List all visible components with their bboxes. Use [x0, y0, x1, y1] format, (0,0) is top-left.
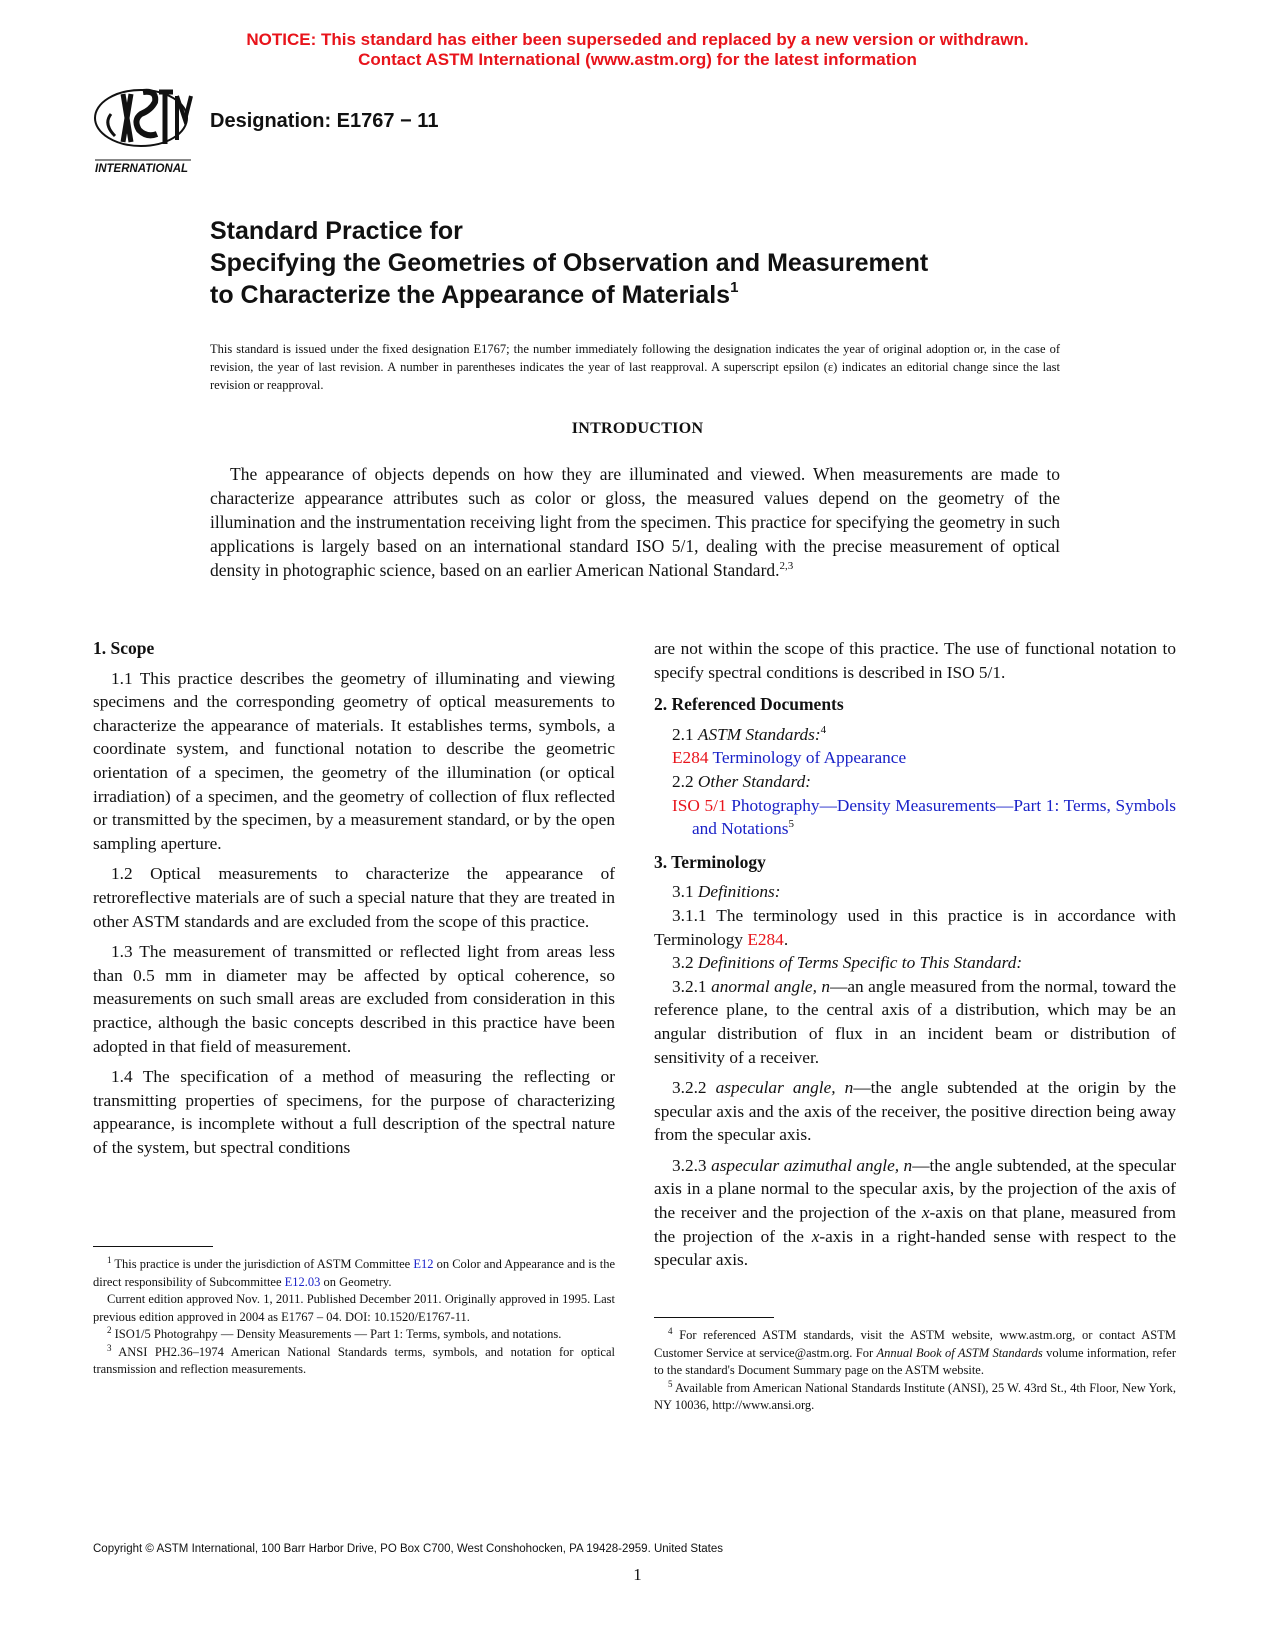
- introduction-heading: INTRODUCTION: [571, 420, 704, 437]
- definition-3-2-3-text-a: —the angle subtended, at the specular axis in a plane normal to the specular axis, by the projection of the axis of the receiver and the projection of the: [654, 1155, 1176, 1223]
- footnote-1-text-c: on Geometry.: [320, 1274, 392, 1289]
- footnote-5-mark: 5: [668, 1378, 673, 1389]
- right-column: [654, 637, 1176, 1279]
- terminology-3-2: [654, 951, 1176, 975]
- other-standard-title: Other Standard:: [697, 771, 812, 791]
- astm-standards-number: 2.1: [672, 724, 698, 744]
- terminology-e284-link[interactable]: E284: [747, 929, 784, 949]
- definition-3-2-2-term: aspecular angle, n: [715, 1078, 854, 1098]
- terminology-3-1-title: Definitions:: [697, 882, 781, 902]
- footnote-3: [93, 1344, 615, 1379]
- introduction-text: The appearance of objects depends on how they are illuminated and viewed. When measurements are made to characterize appearance attributes such as color or gloss, the measured values depend on the geometry of the illumination and the instrumentation receiving light from the specimen. This practice for specifying the geometry in such applications is largely based on an international standard ISO 5/1, dealing with the precise measurement of optical density in photographic science, based on an earlier American National Standard.: [210, 464, 1060, 580]
- document-title: [210, 215, 1110, 311]
- other-standard-label: [654, 770, 1176, 794]
- scope-1-1: 1.1 This practice describes the geometry of illuminating and viewing specimens and the corresponding geometry of optical measurements to characterize the appearance of materials. It establishes terms, symbols, a coordinate system, and functional notation to describe the geometric orientation of a specimen, the geometry of the illumination (or optical irradiation) of a specimen, and the geometry of collection of flux reflected or transmitted by the specimen, by a measurement standard, or by the open sampling aperture.: [93, 668, 615, 853]
- ref-e284-title[interactable]: Terminology of Appearance: [712, 748, 907, 768]
- footnote-4-text-a: For referenced ASTM standards, visit the ASTM website, www.astm.org, or contact ASTM Customer Service at service@astm.org. For: [654, 1328, 1176, 1360]
- terminology-3-1-number: 3.1: [672, 882, 698, 902]
- ref-iso-5-1[interactable]: [654, 794, 1176, 841]
- footnote-1-edition: Current edition approved Nov. 1, 2011. Published December 2011. Originally approved in 1995. Last previous edition approved in 2004 as E1767 – 04. DOI: 10.1520/E1767-11.: [93, 1292, 615, 1324]
- definition-3-2-1-number: 3.2.1: [672, 976, 712, 996]
- definition-3-2-3-number: 3.2.3: [672, 1155, 712, 1175]
- definition-3-2-2-number: 3.2.2: [672, 1078, 716, 1098]
- terminology-3-1-1-end: .: [783, 929, 789, 949]
- committee-e12-link[interactable]: E12: [413, 1257, 434, 1271]
- definition-3-2-3-text-c: -axis in a right-handed sense with respect to the specular axis.: [654, 1226, 1176, 1270]
- footnote-4: [654, 1327, 1176, 1380]
- scope-1-4: 1.4 The specification of a method of measuring the reflecting or transmitting properties of specimens, for the purpose of characterizing appearance, is incomplete without a full description of the spectral nature of the system, but spectral conditions: [93, 1067, 615, 1157]
- footnotes-right: [654, 1327, 1176, 1415]
- definition-3-2-3-x1: x: [921, 1203, 930, 1223]
- definition-anormal-angle: [654, 975, 1176, 1069]
- footnote-1: [93, 1256, 615, 1291]
- scope-1-3: 1.3 The measurement of transmitted or reflected light from areas less than 0.5 mm in diameter may be affected by optical coherence, so measurements on such small areas are excluded from consideration in this practice, although the basic concepts described in this practice have been adopted in that field of measurement.: [93, 942, 615, 1056]
- scope-heading: 1. Scope: [93, 638, 155, 658]
- astm-standards-ref: 4: [820, 723, 827, 736]
- page-number: 1: [633, 1565, 642, 1584]
- astm-logo: [93, 84, 203, 174]
- footnote-divider-right: [654, 1317, 774, 1318]
- footnote-4-mark: 4: [668, 1326, 673, 1336]
- introduction-body: [210, 462, 1060, 582]
- astm-standards-label: [654, 723, 1176, 747]
- footnote-1-mark: 1: [107, 1255, 112, 1265]
- definition-3-2-1-text: —an angle measured from the normal, toward the reference plane, to the central axis of a distribution, which may be an angular distribution of flux in an incident beam or distribution of sensitivity of a receiver.: [654, 976, 1176, 1067]
- definition-aspecular-angle: [654, 1076, 1176, 1147]
- definition-3-2-3-text-b: -axis on that plane, measured from the projection of the: [654, 1203, 1176, 1246]
- title-line-2: Specifying the Geometries of Observation and Measurement: [210, 249, 929, 277]
- other-standard-number: 2.2: [672, 771, 698, 791]
- definition-3-2-3-x2: x: [811, 1226, 820, 1246]
- terminology-heading: 3. Terminology: [654, 851, 766, 872]
- scope-1-4-continued: are not within the scope of this practice. The use of functional notation to specify spectral conditions is described in ISO 5/1.: [654, 639, 1176, 682]
- terminology-3-2-number: 3.2: [672, 953, 698, 973]
- footnote-3-text: ANSI PH2.36–1974 American National Standards terms, symbols, and notation for optical transmission and reflection measurements.: [93, 1344, 615, 1376]
- terminology-3-1-1-text: 3.1.1 The terminology used in this practice is in accordance with Terminology: [654, 905, 1176, 949]
- notice-line-1: NOTICE: This standard has either been superseded and replaced by a new version or withdrawn.: [246, 30, 1029, 49]
- ref-iso-code[interactable]: ISO 5/1: [672, 795, 727, 815]
- withdrawn-notice: [0, 30, 1275, 70]
- footnote-5: [654, 1380, 1176, 1415]
- footnote-2-mark: 2: [107, 1325, 112, 1335]
- logo-text: INTERNATIONAL: [95, 163, 189, 174]
- title-line-1: Standard Practice for: [210, 217, 463, 245]
- terminology-3-2-title: Definitions of Terms Specific to This Standard:: [697, 953, 1023, 973]
- designation: Designation: E1767 − 11: [210, 110, 439, 132]
- ref-e284[interactable]: [654, 746, 1176, 770]
- footnotes-left: [93, 1256, 615, 1379]
- scope-1-2: 1.2 Optical measurements to characterize the appearance of retroreflective materials are of such a special nature that they are treated in other ASTM standards and are excluded from the scope of this practice.: [93, 864, 615, 931]
- footnote-2-text: ISO1/5 Photograhpy — Density Measurements — Part 1: Terms, symbols, and notations.: [111, 1327, 562, 1341]
- terminology-3-1-1: [654, 904, 1176, 951]
- issued-statement: This standard is issued under the fixed designation E1767; the number immediately following the designation indicates the year of original adoption or, in the case of revision, the year of last revision. A number in parentheses indicates the year of last reapproval. A superscript epsilon (ε) indicates an editorial change since the last revision or reapproval.: [210, 342, 1060, 392]
- notice-line-2: Contact ASTM International (www.astm.org) for the latest information: [358, 50, 917, 69]
- astm-logo-icon: [93, 84, 203, 174]
- terminology-3-1: [654, 880, 1176, 904]
- footnote-divider-left: [93, 1246, 213, 1247]
- footnote-2: [93, 1326, 615, 1344]
- definition-aspecular-azimuthal-angle: [654, 1154, 1176, 1272]
- footnote-4-book-title: Annual Book of ASTM Standards: [876, 1345, 1043, 1360]
- ref-e284-code[interactable]: E284: [672, 748, 709, 768]
- left-column: [93, 637, 615, 1166]
- introduction-refs: 2,3: [779, 560, 794, 572]
- footnote-3-mark: 3: [107, 1342, 112, 1353]
- definition-3-2-3-term: aspecular azimuthal angle, n: [711, 1155, 913, 1175]
- footnote-4-text-b: volume information, refer to the standard's Document Summary page on the ASTM website.: [654, 1345, 1176, 1377]
- ref-iso-footnote: 5: [788, 818, 794, 831]
- title-footnote-mark: 1: [730, 279, 739, 296]
- ref-iso-title[interactable]: Photography—Density Measurements—Part 1: Terms, Symbols and Notations: [692, 795, 1177, 839]
- definition-3-2-2-text: —the angle subtended at the origin by the specular axis and the axis of the receiver, the positive direction being away from the specular axis.: [654, 1078, 1176, 1145]
- footnote-1-text-a: This practice is under the jurisdiction of ASTM Committee: [111, 1257, 414, 1271]
- astm-standards-title: ASTM Standards:: [697, 724, 821, 744]
- copyright-line: Copyright © ASTM International, 100 Barr Harbor Drive, PO Box C700, West Conshohocken, PA 19428-2959. United States: [93, 1543, 724, 1555]
- title-line-3-text: to Characterize the Appearance of Materials: [210, 281, 731, 309]
- subcommittee-e12-03-link[interactable]: E12.03: [284, 1274, 321, 1289]
- footnote-5-text: Available from American National Standards Institute (ANSI), 25 W. 43rd St., 4th Floor, New York, NY 10036, http://www.ansi.org.: [654, 1380, 1176, 1412]
- footnote-1-text-b: on Color and Appearance and is the direct responsibility of Subcommittee: [93, 1257, 615, 1289]
- title-line-3: [210, 279, 1110, 311]
- definition-3-2-1-term: anormal angle, n: [711, 976, 831, 996]
- referenced-documents-heading: 2. Referenced Documents: [654, 694, 844, 715]
